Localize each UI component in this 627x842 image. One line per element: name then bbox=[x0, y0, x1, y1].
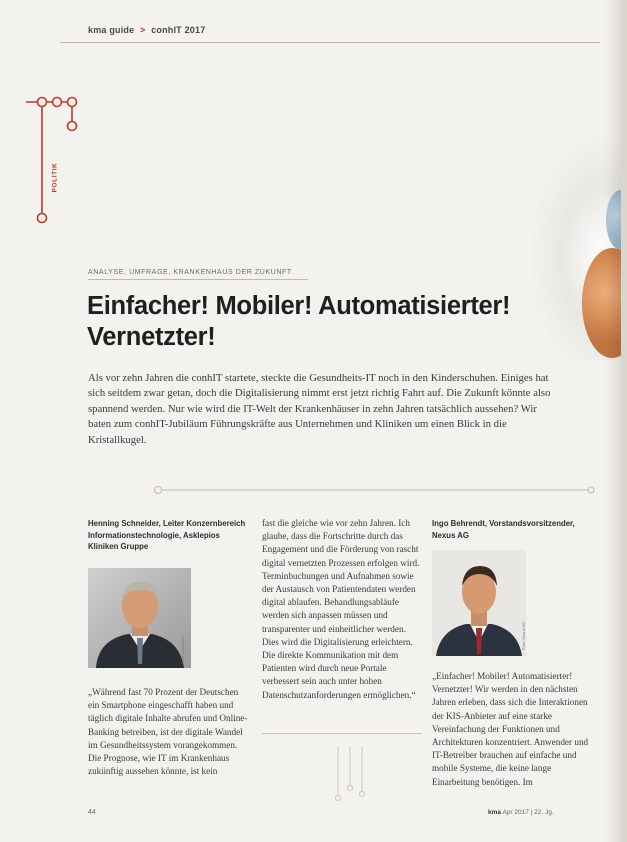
circuit-divider-icon bbox=[148, 482, 598, 498]
person1-photo-credit: Foto: Asklepios bbox=[180, 636, 185, 664]
person1-quote bbox=[88, 686, 248, 778]
page-number: 44 bbox=[88, 809, 96, 816]
person2-quote bbox=[432, 670, 592, 789]
person1-heading: Henning Schneider, Leiter Konzernbereich Informationstechnologie, Asklepios Kliniken Gruppe bbox=[88, 519, 246, 551]
person1-photo bbox=[88, 568, 191, 668]
person1-quote-text: „Während fast 70 Prozent der Deutschen ein Smartphone eingeschafft haben und täglich digitale Inhalte abrufen und Online-Banking betreiben, ist der digitale Wandel im Gesundheitssystem vorangekommen. Die Prognose, wie IT im Krankenhaus zukünftig aussehen könnte, ist kein bbox=[88, 687, 248, 777]
header-rule bbox=[60, 42, 600, 43]
kicker-rule bbox=[88, 279, 308, 280]
breadcrumb bbox=[88, 25, 205, 35]
middle-column-text: fast die gleiche wie vor zehn Jahren. Ich glaube, dass die Fortschritte durch das Engagement und die Förderung von rascht digital vernetzten Prozessen erfolgen wird. Terminbuchungen und Aufnahmen sowie der Austausch von Patientendaten werden digital ablaufen. Behandlungsabläufe werden sich anpassen müssen und transparenter und einheitlicher werden. Dies wird die Digitalisierung erleichtern. Die direkte Kommunikation mit dem Patienten wird durch neue Portale verbessert sein auch unter hohen Datenschutzanforderungen ermöglichen.“ bbox=[262, 518, 420, 700]
person2-quote-text: „Einfacher! Mobiler! Automatisierter! Vernetzter! Wir werden in den nächsten Jahren erleben, dass sich die Interaktionen der KIS-Anbieter auf eine starke Vereinfachung der Funktionen und Architekturen konzentriert. Anwender und IT-Betreiber brauchen auf einfache und mobile Systeme, die keine lange Einarbeitung benötigen. Im bbox=[432, 671, 589, 787]
footer-issue bbox=[488, 809, 554, 816]
breadcrumb-part2: conhIT 2017 bbox=[151, 25, 206, 35]
circuit-footer-icon bbox=[330, 742, 370, 802]
page-edge bbox=[621, 0, 627, 842]
person2-photo-credit: Foto: Nexus AG bbox=[521, 621, 526, 650]
page-header bbox=[0, 0, 627, 52]
middle-column bbox=[262, 517, 422, 702]
section-label: POLITIK bbox=[51, 162, 59, 192]
article-kicker: ANALYSE, UMFRAGE, KRANKENHAUS DER ZUKUNFT bbox=[88, 269, 292, 276]
footer-issue-text: Apr 2017 | 22. Jg. bbox=[502, 809, 554, 816]
article-lead: Als vor zehn Jahren die conhIT startete, steckte die Gesundheits-IT noch in den Kinderschuhen. Einiges hat sich seitdem zwar getan, doch die Digitalisierung nimmt erst jetzt richtig Fahrt auf. Die Zukunft könnte also spannend werden. Nur wie wird die IT-Welt der Krankenhäuser in zehn Jahren tatsächlich aussehen? Wir baten zum conhIT-Jubiläum Führungskräfte aus Unternehmen und Kliniken um einen Blick in die Kristallkugel. bbox=[88, 372, 551, 446]
person2-photo bbox=[432, 550, 526, 656]
footer-magazine: kma bbox=[488, 809, 502, 816]
middle-column-rule bbox=[262, 733, 422, 734]
breadcrumb-separator: > bbox=[140, 25, 146, 35]
section-tab bbox=[47, 154, 63, 200]
person2-heading: Ingo Behrendt, Vorstandsvorsitzender, Nexus AG bbox=[432, 519, 575, 540]
breadcrumb-part1: kma guide bbox=[88, 25, 135, 35]
article-headline: Einfacher! Mobiler! Automatisierter! Vernetzter! bbox=[87, 292, 511, 351]
